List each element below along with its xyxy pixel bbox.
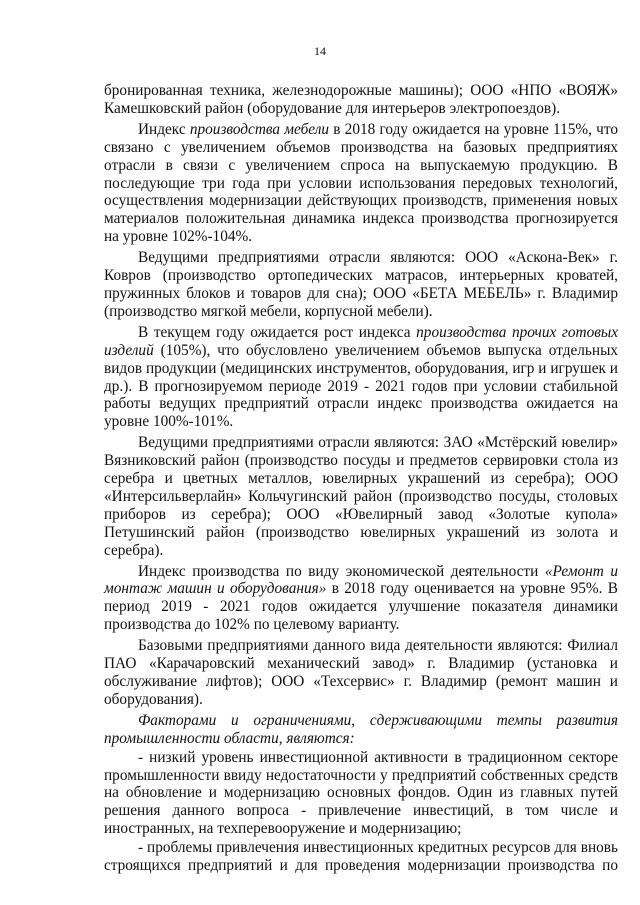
- paragraph-3: [104, 249, 618, 321]
- text-run-italic: производства прочих готовых изделий: [104, 323, 619, 359]
- text-run: Индекс производства по виду экономической деятельности: [138, 562, 545, 580]
- document-body: [104, 82, 618, 875]
- paragraph-7: [104, 637, 618, 709]
- text-run: бронированная техника, железнодорожные машины); ООО «НПО «ВОЯЖ» Камешковский район (оборудование для интерьеров электропоездов).: [104, 82, 618, 117]
- paragraph-9: [104, 749, 618, 839]
- paragraph-5: [104, 434, 618, 559]
- text-run: (105%), что обусловлено увеличением объемов выпуска отдельных видов продукции (медицинских инструментов, оборудования, игр и игрушек и др.). В прогнозируемом периоде 2019 - 2021 годов при условии стабильной работы ведущих предприятий отрасли индекс производства ожидается на уровне 100%-101%.: [104, 341, 618, 431]
- paragraph-4: [104, 324, 618, 431]
- text-run: В текущем году ожидается рост индекса: [138, 323, 417, 341]
- paragraph-1: [104, 82, 618, 118]
- text-run: в 2018 году ожидается на уровне 115%, что связано с увеличением объемов производства на базовых предприятиях отрасли в связи с увеличением спроса на выпускаемую продукцию. В последующие три года при условии использования передовых технологий, осуществления модернизации действующих производств, применения новых материалов положительная динамика индекса производства прогнозируется на уровне 102%-104%.: [104, 120, 618, 246]
- text-run-italic: «Ремонт и монтаж машин и оборудования»: [104, 562, 618, 598]
- text-run: Ведущими предприятиями отрасли являются: ООО «Аскона-Век» г. Ковров (производство ортопедических матрасов, интерьерных кроватей, пружинных блоков и товаров для сна); ООО «БЕТА МЕБЕЛЬ» г. Владимир (производство мягкой мебели, корпусной мебели).: [104, 249, 618, 320]
- paragraph-8: [104, 712, 618, 748]
- text-run: - проблемы привлечения инвестиционных кредитных ресурсов для вновь строящихся предприятий и для проведения модернизации производства по: [104, 839, 618, 875]
- text-run-italic: Факторами и ограничениями, сдерживающими темпы развития промышленности области, являются:: [104, 711, 618, 747]
- text-run: Индекс: [138, 120, 190, 138]
- text-run: Ведущими предприятиями отрасли являются: ЗАО «Мстёрский ювелир» Вязниковский район (производство посуды и предметов сервировки стола из серебра и цветных металлов, ювелирных украшений из серебра); ООО «Интерсильверлайн» Кольчугинский район (производство посуды, столовых приборов из серебра); ООО «Ювелирный завод «Золотые купола» Петушинский район (производство ювелирных украшений из золота и серебра).: [104, 434, 618, 559]
- page-number: 14: [314, 44, 326, 58]
- text-run: - низкий уровень инвестиционной активности в традиционном секторе промышленности ввиду недостаточности у предприятий собственных средств на обновление и модернизацию основных фондов. Один из главных путей решения данного вопроса - привлечение инвестиций, в том числе и иностранных, на техперевооружение и модернизацию;: [104, 748, 618, 838]
- paragraph-6: [104, 563, 618, 635]
- text-run-italic: производства мебели: [189, 120, 330, 138]
- text-run: в 2018 году оценивается на уровне 95%. В период 2019 - 2021 годов ожидается улучшение показателя динамики производства до 102% по целевому варианту.: [104, 580, 618, 634]
- text-run: Базовыми предприятиями данного вида деятельности являются: Филиал ПАО «Карачаровский механический завод» г. Владимир (установка и обслуживание лифтов); ООО «Техсервис» г. Владимир (ремонт машин и оборудования).: [104, 637, 618, 708]
- paragraph-10: [104, 839, 618, 875]
- paragraph-2: [104, 121, 618, 246]
